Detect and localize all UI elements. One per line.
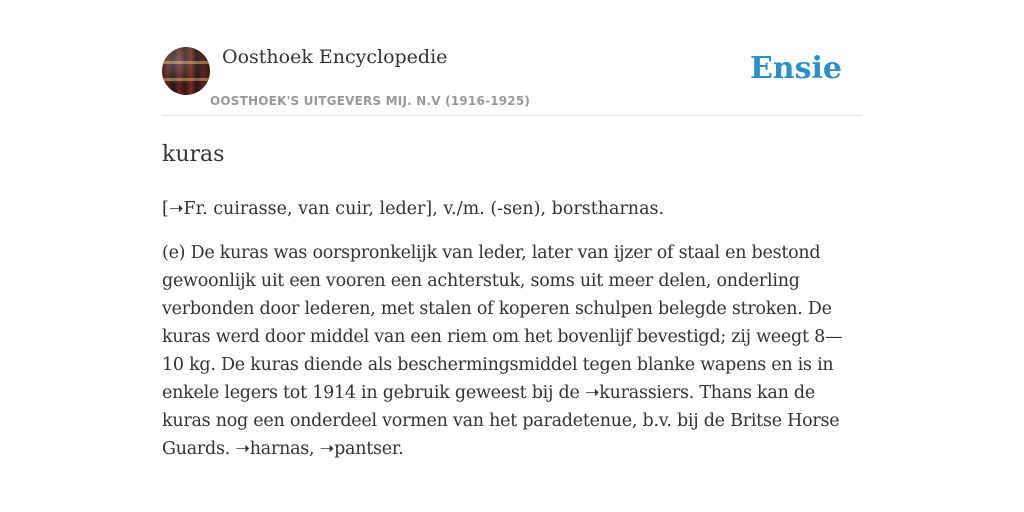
body-text-part: , [309, 439, 320, 459]
link-kurassiers[interactable]: ➝kurassiers [584, 383, 689, 403]
link-pantser[interactable]: ➝pantser [319, 439, 399, 459]
book-spines-avatar[interactable] [162, 47, 210, 95]
encyclopedia-card [162, 40, 862, 459]
brand-logo[interactable]: Ensie [749, 51, 842, 86]
entry-body [162, 239, 862, 463]
entry-etymology: [➝Fr. cuirasse, van cuir, leder], v./m. (-sen), borstharnas. [162, 199, 665, 219]
link-harnas[interactable]: ➝harnas [235, 439, 310, 459]
entry-title: kuras [162, 142, 225, 167]
site-title[interactable]: Oosthoek Encyclopedie [222, 46, 448, 68]
site-header [162, 40, 862, 116]
site-subtitle: OOSTHOEK'S UITGEVERS MIJ. N.V (1916-1925) [210, 94, 531, 108]
body-text-part: . Thans kan de kuras nog een onderdeel vormen van het paradetenue, b.v. bij de Britse Horse Guards. [162, 383, 840, 459]
body-text-part: . [398, 439, 404, 459]
body-text-part: (e) De kuras was oorspronkelijk van leder, later van ijzer of staal en bestond gewoonlijk uit een vooren een achterstuk, soms uit meer delen, onderling verbonden door lederen, met stalen of koperen schulpen belegde stroken. De kuras werd door middel van een riem om het bovenlijf bevestigd; zij weegt 8—10 kg. De kuras diende als beschermingsmiddel tegen blanke wapens en is in enkele legers tot 1914 in gebruik geweest bij de [162, 243, 843, 403]
